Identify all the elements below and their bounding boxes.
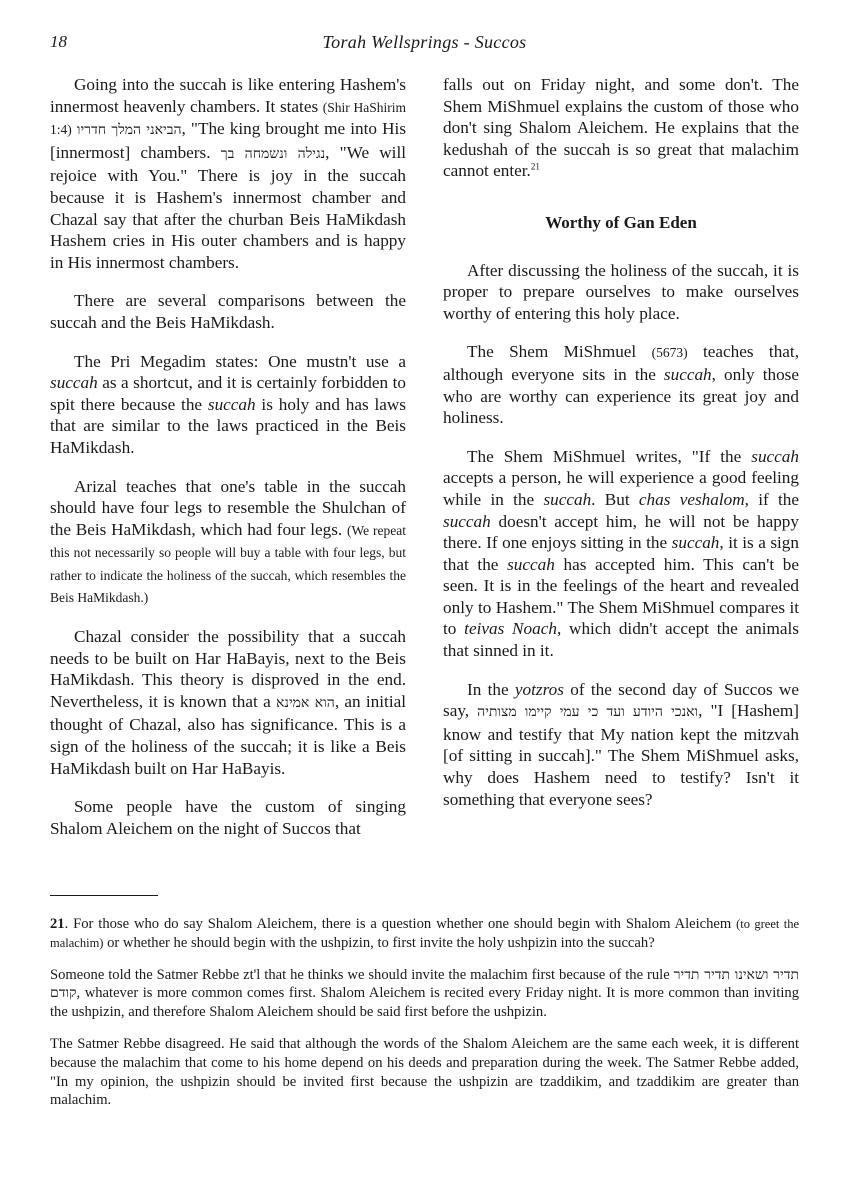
text: The Shem MiShmuel: [467, 342, 652, 362]
left-column: [50, 74, 406, 856]
footnote-reference[interactable]: 21: [530, 161, 540, 172]
footnote-separator: [50, 895, 158, 896]
footnote-number: 21: [50, 916, 65, 932]
paragraph-succah-chambers: [50, 74, 406, 273]
text: Arizal teaches that one's table in the succah should have four legs to resemble the Shulchan of the Beis HaMikdash, which had four legs.: [50, 476, 406, 539]
hebrew-quote: הביאני המלך חדריו: [76, 122, 182, 139]
paragraph-har-habayis: [50, 626, 406, 779]
text: or whether he should begin with the ushpizin, to first invite the holy ushpizin into the succah?: [103, 934, 655, 951]
text: doesn't accept him, he will not be happy there. If one enjoys sitting in the: [443, 511, 799, 553]
italic-term: succah: [663, 364, 712, 384]
hebrew-quote: תדיר ושאינו תדיר תדיר קודם: [50, 966, 800, 1002]
text: , only those who are worthy can experience its great joy and holiness.: [443, 364, 799, 428]
paragraph-comparisons: There are several comparisons between the succah and the Beis HaMikdash.: [50, 291, 406, 332]
italic-term: teivas Noach: [464, 619, 557, 639]
text: Someone told the Satmer Rebbe zt'l that he thinks we should invite the malachim first because of the rule: [50, 966, 674, 983]
italic-term: chas veshalom: [638, 489, 745, 509]
text: of the second day of Succos we say,: [443, 679, 799, 721]
italic-term: succah: [671, 533, 720, 553]
text: , "I [Hashem] know and testify that My nation kept the mitzvah [of sitting in succah]." The Shem MiShmuel asks, why does Hashem need to testify? Isn't it something that everyone sees?: [443, 701, 799, 809]
text: The Pri Megadim states: One mustn't use a: [74, 351, 406, 371]
paragraph-continued: [443, 74, 799, 182]
italic-term: succah: [507, 554, 555, 574]
text: is holy and has laws that are similar to the laws practiced in the Beis HaMikdash.: [50, 394, 406, 457]
text: has accepted him. This can't be seen. It is in the feelings of the heart and revealed only to Hashem." The Shem MiShmuel compares it to: [443, 554, 799, 639]
text: Going into the succah is like entering Hashem's innermost heavenly chambers. It states: [50, 75, 406, 116]
footnote-paragraph: [50, 966, 799, 1022]
text: , "We will rejoice with You." There is joy in the succah because it is Hashem's innermost chamber and Chazal say that after the churban Beis HaMikdash Hashem cries in His outer chambers and is happy in His innermost chambers.: [50, 142, 407, 272]
text: . But: [591, 489, 639, 509]
text: teaches that, although everyone sits in the: [443, 342, 799, 384]
paragraph-pri-megadim: [50, 351, 406, 459]
text: In the: [467, 679, 515, 699]
hebrew-quote: ואנכי היודע ועד כי עמי קיימו מצותיה: [477, 704, 699, 721]
paragraph-holiness: After discussing the holiness of the succah, it is proper to prepare ourselves to make ourselves worthy of entering this holy place.: [443, 260, 799, 323]
text: . For those who do say Shalom Aleichem, there is a question whether one should begin with Shalom Aleichem: [64, 916, 737, 932]
year-citation: (5673): [651, 345, 688, 361]
parenthetical-note: (to greet the malachim): [50, 917, 799, 950]
italic-term: succah: [443, 511, 491, 531]
text: as a shortcut, and it is certainly forbidden to spit there because the: [50, 373, 406, 414]
text: Chazal consider the possibility that a succah needs to be built on Har HaBayis, next to the Beis HaMikdash. This theory is disproved in the end. Nevertheless, it is known that a: [50, 627, 406, 711]
text: falls out on Friday night, and some don't. The Shem MiShmuel explains the custom of those who don't sing Shalom Aleichem. He explains that the kedushah of the succah is so great that malachim cannot enter.: [443, 75, 799, 181]
page-number: 18: [50, 32, 67, 51]
paragraph-shem-mishmuel-writes: [443, 446, 799, 662]
footnotes: [50, 915, 799, 1123]
running-title: Torah Wellsprings - Succos: [322, 32, 527, 52]
paragraph-shem-mishmuel-teaches: [443, 341, 799, 428]
text: accepts a person, he will experience a good feeling while in the: [443, 468, 799, 509]
italic-term: yotzros: [514, 679, 564, 699]
hebrew-quote: הוא אמינא: [276, 694, 335, 711]
paragraph-arizal: [50, 476, 406, 610]
text: , if the: [744, 489, 799, 509]
text: , "The king brought me into His [innermost] chambers.: [50, 119, 407, 162]
italic-term: succah: [207, 394, 256, 414]
page-header: [50, 32, 799, 60]
text: , it is a sign that the: [443, 533, 799, 574]
parenthetical-note: (We repeat this not necessarily so people will buy a table with four legs, but rather to indicate the holiness of the succah, which resembles the Beis HaMikdash.): [50, 522, 406, 606]
footnote-21: [50, 915, 799, 953]
source-citation: (Shir HaShirim 1:4): [50, 99, 406, 138]
paragraph-shalom-aleichem: Some people have the custom of singing Shalom Aleichem on the night of Succos that: [50, 797, 406, 838]
footnote-paragraph: The Satmer Rebbe disagreed. He said that although the words of the Shalom Aleichem are the same each week, it is different because the malachim that come to his home depend on his deeds and preparation during the week. The Satmer Rebbe added, "In my opinion, the ushpizin should be invited first because the ushpizin are tzaddikim, and tzaddikim are greater than malachim.: [50, 1035, 799, 1109]
text: , whatever is more common comes first. Shalom Aleichem is recited every Friday night. It is more common than inviting the ushpizin, and therefore Shalom Aleichem should be said first before the ushpizin.: [50, 985, 799, 1021]
hebrew-quote: נגילה ונשמחה בך: [220, 145, 326, 162]
italic-term: succah: [751, 446, 799, 466]
right-column: [443, 74, 799, 827]
italic-term: succah: [543, 489, 592, 509]
text: , an initial thought of Chazal, also has significance. This is a sign of the holiness of the succah; it is like a Beis HaMikdash built on Har HaBayis.: [50, 691, 407, 778]
italic-term: succah: [50, 373, 98, 393]
text: The Shem MiShmuel writes, "If the: [467, 446, 752, 466]
text: , which didn't accept the animals that sinned in it.: [443, 619, 799, 661]
section-heading: Worthy of Gan Eden: [545, 212, 697, 232]
paragraph-yotzros: [443, 679, 799, 811]
